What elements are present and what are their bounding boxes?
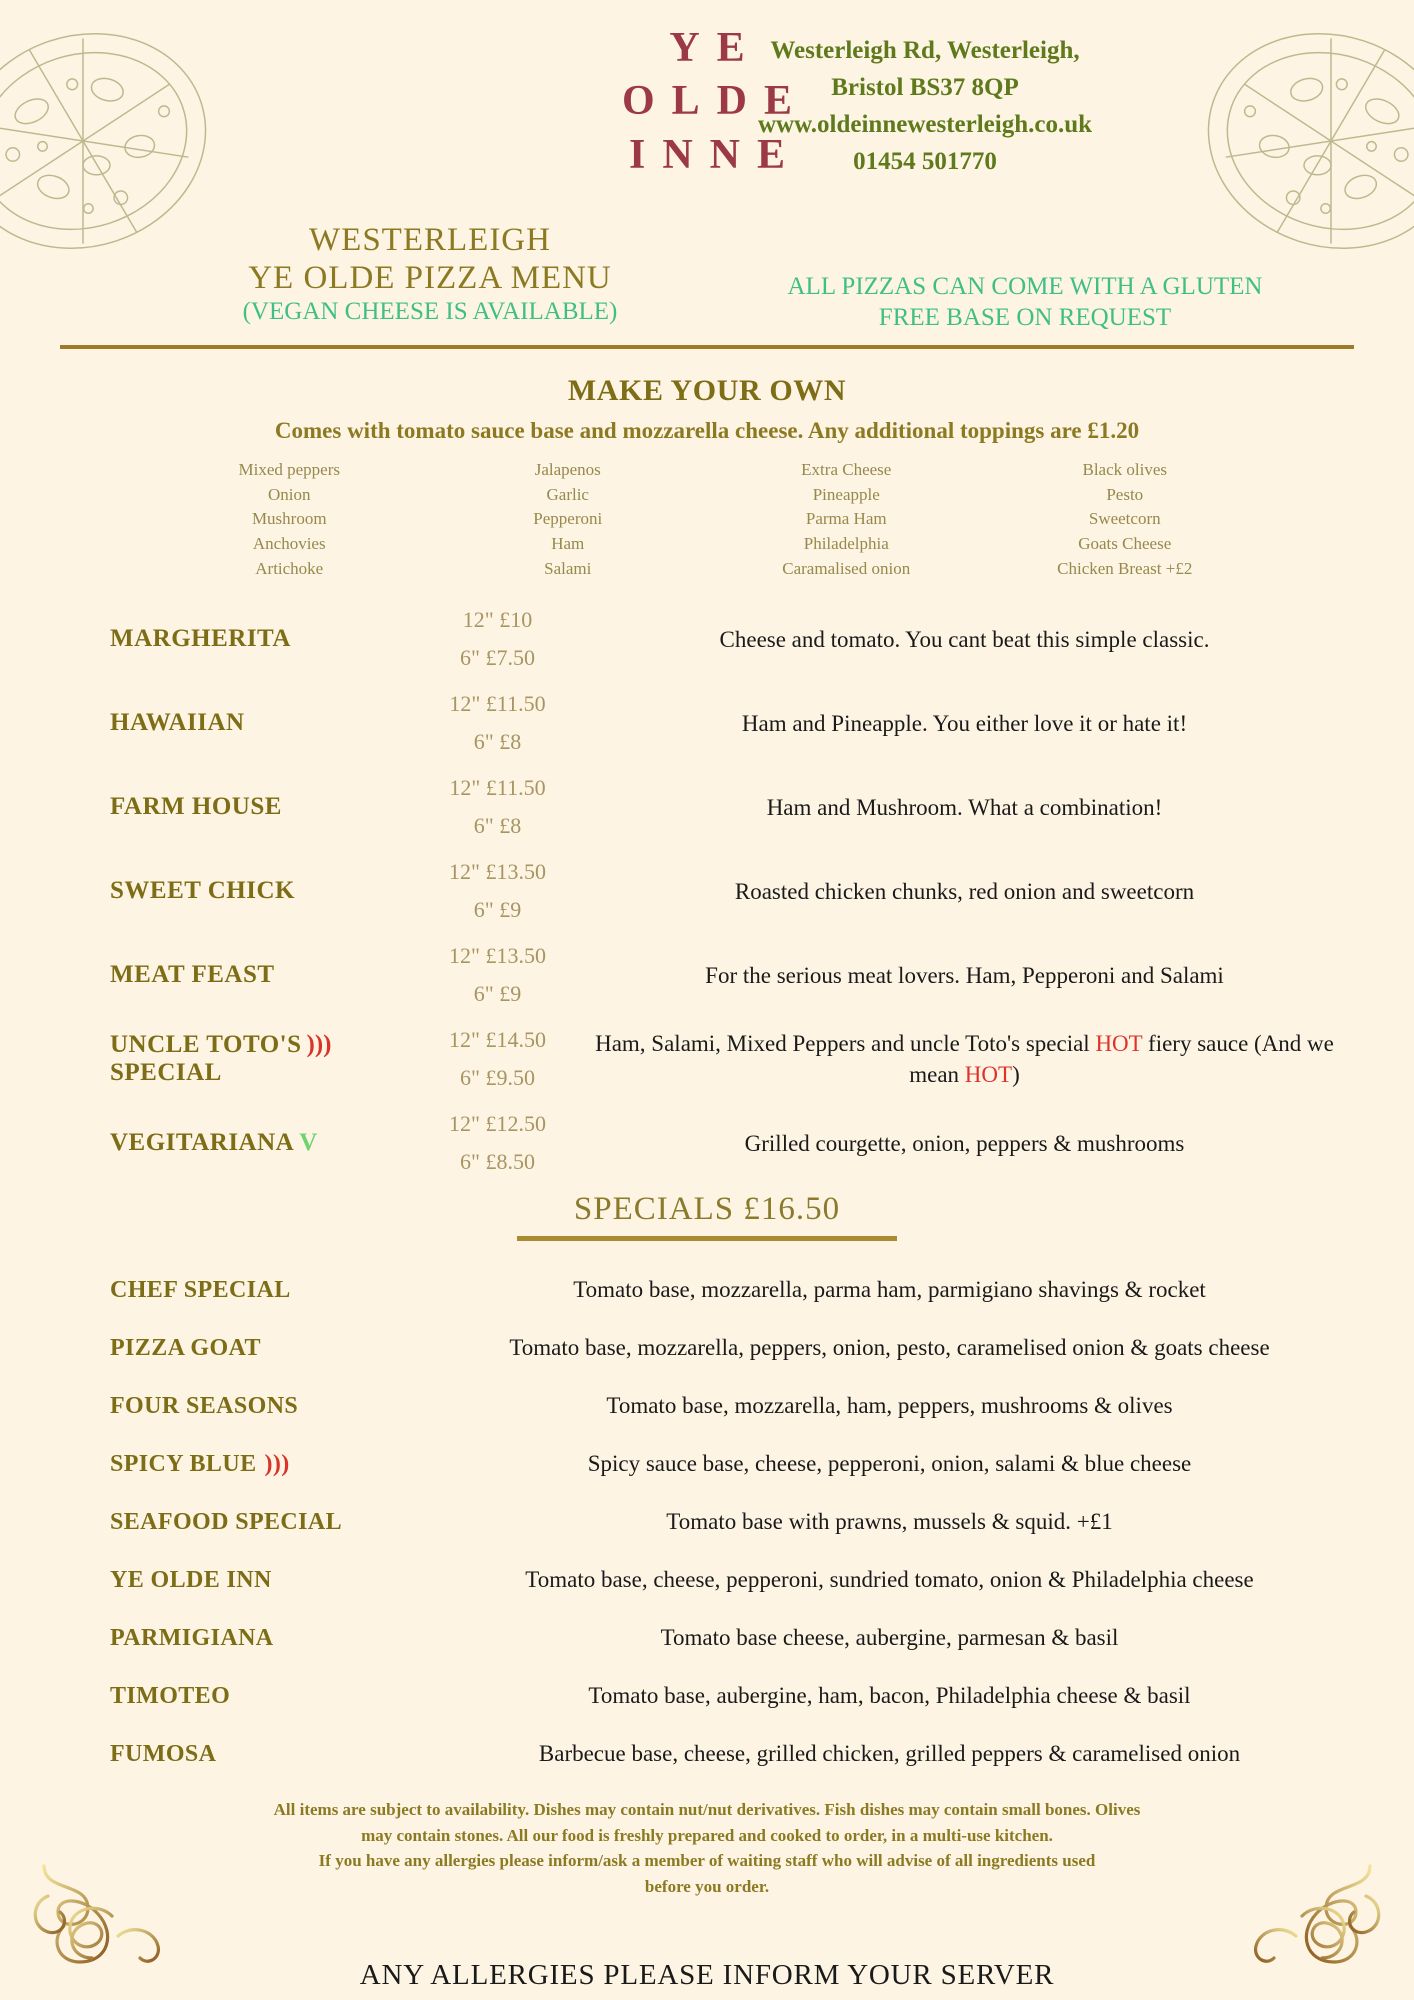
- topping-item: Caramalised onion: [782, 558, 911, 578]
- pizza-name: MARGHERITA: [110, 625, 291, 653]
- special-description: Tomato base, cheese, pepperoni, sundried tomato, onion & Philadelphia cheese: [525, 1567, 1254, 1593]
- price-large: 12" £13.50: [449, 858, 546, 884]
- pizza-name-line-2: SPECIAL: [110, 1059, 222, 1087]
- address-line-1: Westerleigh Rd, Westerleigh,: [770, 37, 1080, 64]
- topping-item: Mushroom: [251, 509, 327, 529]
- pizza-prices: [410, 685, 585, 762]
- special-row[interactable]: [0, 1493, 1414, 1551]
- topping-item: Sweetcorn: [1088, 509, 1161, 529]
- brand-line-olde: OLDE: [621, 78, 810, 125]
- price-large: 12" £13.50: [449, 942, 546, 968]
- pizza-name: HAWAIIAN: [110, 709, 245, 737]
- price-small: 6" £8: [473, 729, 522, 755]
- price-small: 6" £8.50: [460, 1149, 535, 1175]
- topping-item: Black olives: [1082, 460, 1167, 479]
- specials-heading: SPECIALS £16.50: [573, 1191, 841, 1228]
- topping-item: Garlic: [546, 484, 589, 504]
- specials-divider: [517, 1236, 897, 1241]
- contact-block: [660, 32, 1190, 180]
- hot-label: HOT: [964, 1062, 1013, 1088]
- price-large: 12" £11.50: [449, 774, 546, 800]
- topping-item: Extra Cheese: [801, 460, 892, 479]
- gluten-free-note: [730, 272, 1320, 333]
- website-link[interactable]: www.oldeinnewesterleigh.co.uk: [757, 111, 1093, 138]
- topping-item: Pineapple: [812, 484, 880, 504]
- disclaimer-line-3: If you have any allergies please inform/ask a member of waiting staff who will advise of all ingredients used: [318, 1851, 1096, 1871]
- special-row[interactable]: [0, 1725, 1414, 1783]
- topping-item: Ham: [551, 533, 585, 553]
- menu-header: [0, 0, 1414, 352]
- topping-item: Jalapenos: [534, 460, 601, 479]
- topping-item: Artichoke: [255, 558, 324, 578]
- special-description: Spicy sauce base, cheese, pepperoni, onion, salami & blue cheese: [587, 1451, 1192, 1477]
- pizza-prices: [410, 769, 585, 846]
- make-your-own-subtitle: Comes with tomato sauce base and mozzarella cheese. Any additional toppings are £1.20: [274, 418, 1140, 443]
- toppings-grid: [150, 458, 1264, 581]
- pizza-row[interactable]: [0, 933, 1414, 1017]
- pizza-row[interactable]: [0, 765, 1414, 849]
- pizza-row[interactable]: [0, 1101, 1414, 1185]
- pizza-description: Ham and Mushroom. What a combination!: [766, 794, 1163, 820]
- topping-item: Anchovies: [252, 533, 326, 553]
- menu-subtitle-block: [150, 222, 710, 328]
- toppings-column: [707, 458, 986, 581]
- toppings-column: [986, 458, 1265, 581]
- pizza-name: FARM HOUSE: [110, 793, 282, 821]
- pizza-row[interactable]: [0, 849, 1414, 933]
- pizza-prices: [410, 937, 585, 1014]
- page-title: YE OLDE PIZZA MENU: [248, 259, 612, 296]
- pizza-name: UNCLE TOTO'S ))) SPECIAL: [110, 1031, 410, 1087]
- pizza-list: [0, 597, 1414, 1185]
- topping-item: Chicken Breast +£2: [1057, 558, 1193, 578]
- price-small: 6" £9: [473, 897, 522, 923]
- phone-number[interactable]: 01454 501770: [853, 148, 997, 175]
- special-name: YE OLDE INN: [110, 1566, 272, 1593]
- brand-line-inne: INNE: [628, 131, 803, 178]
- hot-label: HOT: [1095, 1031, 1143, 1057]
- pizza-name: MEAT FEAST: [110, 961, 275, 989]
- make-your-own-title: MAKE YOUR OWN: [567, 374, 847, 407]
- price-small: 6" £9: [473, 981, 522, 1007]
- special-name: SEAFOOD SPECIAL: [110, 1508, 343, 1535]
- disclaimer-line-1: All items are subject to availability. Dishes may contain nut/nut derivatives. Fish dishes may contain small bones. Olives: [273, 1800, 1141, 1820]
- topping-item: Salami: [544, 558, 592, 578]
- price-large: 12" £12.50: [449, 1110, 546, 1136]
- pizza-description: Roasted chicken chunks, red onion and sweetcorn: [734, 878, 1195, 904]
- pizza-row[interactable]: [0, 597, 1414, 681]
- special-name: FOUR SEASONS: [110, 1392, 299, 1419]
- disclaimer-line-2: may contain stones. All our food is freshly prepared and cooked to order, in a multi-use kitchen.: [361, 1825, 1053, 1845]
- pizza-description: Grilled courgette, onion, peppers & mushrooms: [744, 1130, 1185, 1156]
- special-row[interactable]: [0, 1435, 1414, 1493]
- vegetarian-icon: V: [299, 1129, 318, 1157]
- price-large: 12" £14.50: [449, 1026, 546, 1052]
- pizza-description: For the serious meat lovers. Ham, Pepperoni and Salami: [705, 962, 1224, 988]
- special-name: TIMOTEO: [110, 1682, 231, 1709]
- topping-item: Pesto: [1106, 484, 1144, 504]
- pizza-description: Ham, Salami, Mixed Peppers and uncle Toto's special HOT fiery sauce (And we mean HOT): [595, 1031, 1334, 1088]
- pizza-row[interactable]: [0, 1017, 1414, 1101]
- topping-item: Onion: [268, 484, 311, 504]
- gluten-note-line-2: FREE BASE ON REQUEST: [878, 303, 1172, 331]
- specials-list: [0, 1261, 1414, 1783]
- topping-item: Mixed peppers: [238, 460, 340, 479]
- special-name: PIZZA GOAT: [110, 1334, 261, 1361]
- pizza-prices: [410, 1021, 585, 1098]
- special-row[interactable]: [0, 1261, 1414, 1319]
- toppings-column: [429, 458, 708, 581]
- address-line-2: Bristol BS37 8QP: [831, 74, 1019, 101]
- special-description: Barbecue base, cheese, grilled chicken, grilled peppers & caramelised onion: [538, 1741, 1241, 1767]
- pizza-description: Cheese and tomato. You cant beat this simple classic.: [719, 626, 1210, 652]
- pizza-row[interactable]: [0, 681, 1414, 765]
- topping-item: Goats Cheese: [1078, 533, 1172, 553]
- allergy-disclaimer: [175, 1797, 1239, 1899]
- price-small: 6" £7.50: [460, 645, 535, 671]
- pizza-name: SWEET CHICK: [110, 877, 295, 905]
- chilli-icon: ))): [264, 1450, 290, 1477]
- special-name: CHEF SPECIAL: [110, 1276, 291, 1303]
- special-description: Tomato base cheese, aubergine, parmesan & basil: [660, 1625, 1119, 1651]
- special-row[interactable]: [0, 1609, 1414, 1667]
- brand-line-ye: YE: [669, 25, 762, 71]
- price-large: 12" £11.50: [449, 690, 546, 716]
- vegan-cheese-note: (VEGAN CHEESE IS AVAILABLE): [242, 298, 618, 326]
- pizza-prices: [410, 601, 585, 678]
- special-name: SPICY BLUE ))): [110, 1450, 290, 1477]
- special-description: Tomato base, mozzarella, ham, peppers, mushrooms & olives: [606, 1393, 1173, 1419]
- special-row[interactable]: [0, 1551, 1414, 1609]
- disclaimer-line-4: before you order.: [644, 1876, 770, 1896]
- pizza-name: VEGITARIANA V: [110, 1129, 318, 1157]
- pizza-description: Ham and Pineapple. You either love it or hate it!: [741, 710, 1188, 736]
- special-row[interactable]: [0, 1319, 1414, 1377]
- gluten-note-line-1: ALL PIZZAS CAN COME WITH A GLUTEN: [787, 273, 1263, 300]
- special-description: Tomato base, aubergine, ham, bacon, Philadelphia cheese & basil: [588, 1683, 1191, 1709]
- price-small: 6" £8: [473, 813, 522, 839]
- header-divider: [60, 345, 1354, 349]
- price-large: 12" £10: [462, 606, 533, 632]
- toppings-column: [150, 458, 429, 581]
- special-description: Tomato base, mozzarella, parma ham, parmigiano shavings & rocket: [573, 1277, 1206, 1303]
- special-description: Tomato base with prawns, mussels & squid. +£1: [666, 1509, 1113, 1535]
- pizza-prices: [410, 853, 585, 930]
- topping-item: Parma Ham: [805, 509, 887, 529]
- price-small: 6" £9.50: [460, 1065, 535, 1091]
- topping-item: Philadelphia: [803, 533, 889, 553]
- chilli-icon: ))): [306, 1031, 332, 1059]
- special-row[interactable]: [0, 1667, 1414, 1725]
- village-name: WESTERLEIGH: [309, 222, 551, 258]
- pizza-prices: [410, 1105, 585, 1182]
- special-row[interactable]: [0, 1377, 1414, 1435]
- topping-item: Pepperoni: [533, 509, 603, 529]
- special-description: Tomato base, mozzarella, peppers, onion, pesto, caramelised onion & goats cheese: [509, 1335, 1270, 1361]
- special-name: FUMOSA: [110, 1740, 217, 1767]
- special-name: PARMIGIANA: [110, 1624, 274, 1651]
- allergy-banner: ANY ALLERGIES PLEASE INFORM YOUR SERVER: [359, 1959, 1055, 1991]
